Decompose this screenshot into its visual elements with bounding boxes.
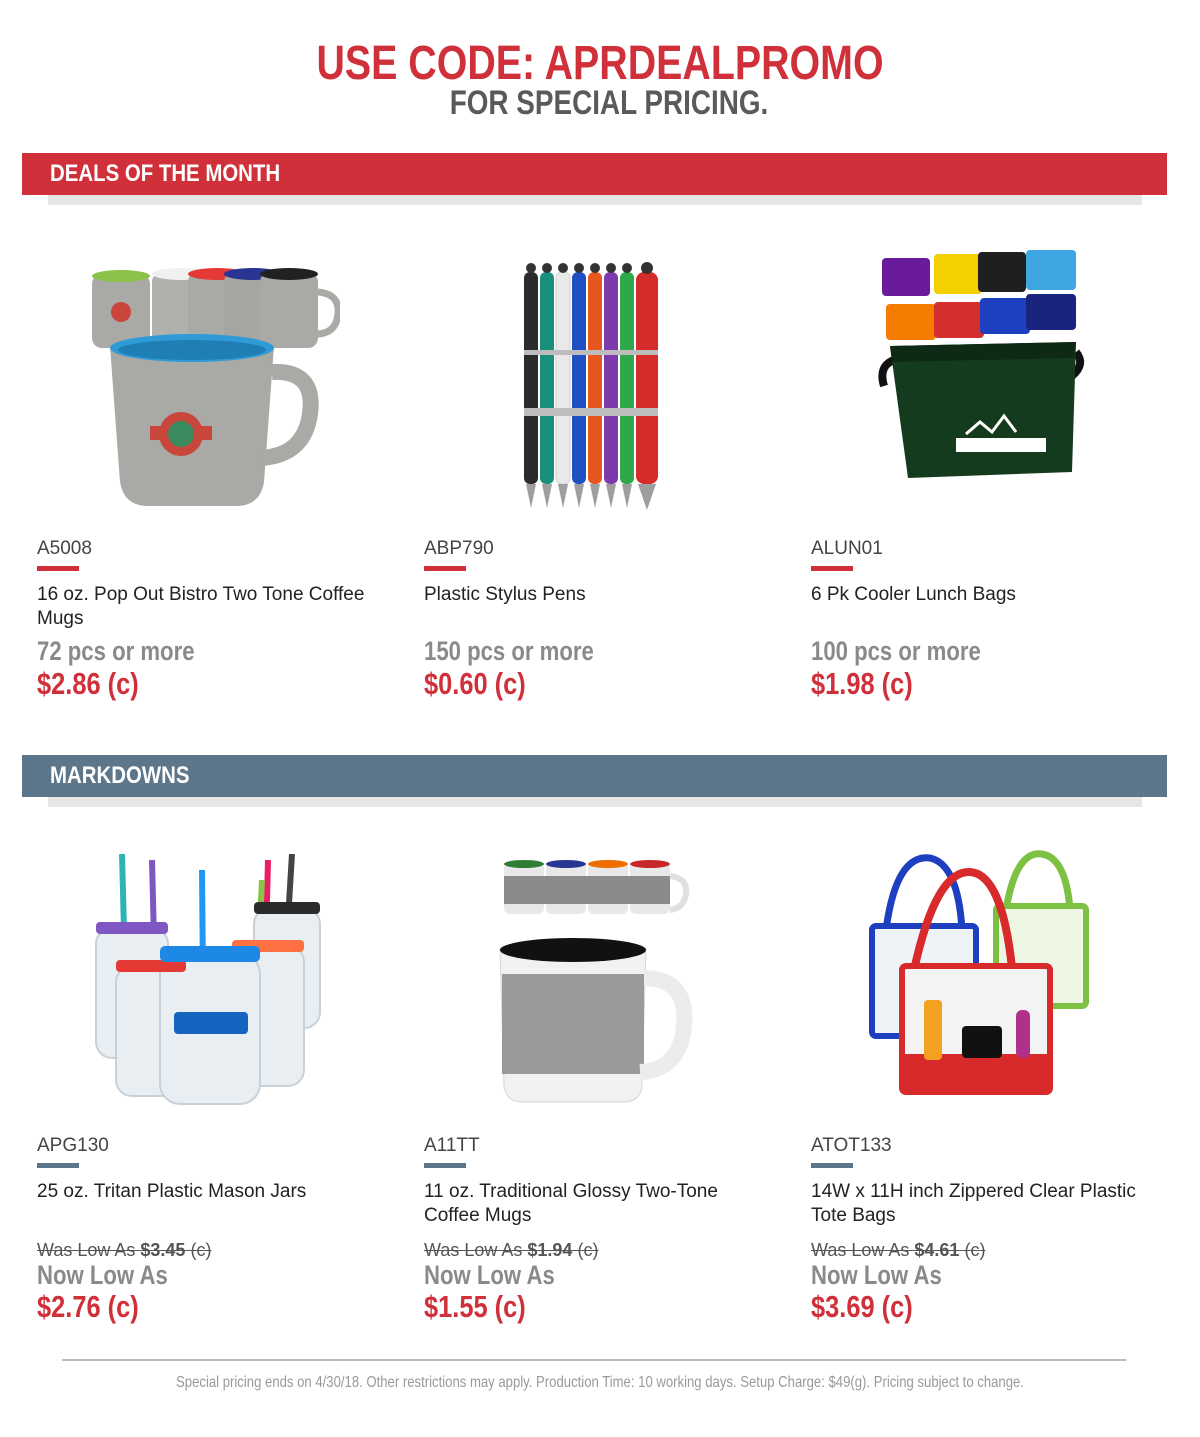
deal-product-name: Plastic Stylus Pens: [424, 584, 586, 605]
markdown-sku: APG130: [37, 1135, 109, 1156]
markdown-price: $2.76 (c): [37, 1289, 139, 1324]
markdown-price: $3.69 (c): [811, 1289, 913, 1324]
now-low-as-label: Now Low As: [424, 1260, 555, 1290]
now-low-as-label: Now Low As: [37, 1260, 168, 1290]
markdown-product-name: 14W x 11H inch Zippered Clear Plastic Tote Bags: [811, 1181, 1136, 1226]
deal-sku: ABP790: [424, 538, 494, 559]
sku-underline: [37, 566, 79, 571]
deals-section-title: DEALS OF THE MONTH: [50, 160, 281, 187]
deal-quantity: 100 pcs or more: [811, 636, 981, 666]
deals-section-header: [22, 153, 1167, 195]
markdown-price: $1.55 (c): [424, 1289, 526, 1324]
markdowns-band-shadow: [48, 797, 1142, 807]
cooler-bags-image: [876, 246, 1086, 496]
footer-disclaimer: Special pricing ends on 4/30/18. Other restrictions may apply. Production Time: 10 working days. Setup Charge: $49(g). Pricing subject to change.: [176, 1374, 1024, 1391]
deals-band-shadow: [48, 195, 1142, 205]
deal-price: $1.98 (c): [811, 666, 913, 701]
sku-underline: [37, 1163, 79, 1168]
promo-subheadline: FOR SPECIAL PRICING.: [449, 84, 769, 122]
footer-divider: [62, 1359, 1126, 1361]
was-price-line: [424, 1240, 598, 1261]
deal-price: $2.86 (c): [37, 666, 139, 701]
promo-code-headline: USE CODE: APRDEALPROMO: [316, 37, 884, 90]
markdown-sku: A11TT: [424, 1135, 480, 1156]
deal-product-name: 6 Pk Cooler Lunch Bags: [811, 584, 1016, 605]
two-tone-mug-image: [496, 856, 696, 1111]
now-low-as-label: Now Low As: [811, 1260, 942, 1290]
was-label: Was Low As: [424, 1240, 523, 1260]
mason-jars-image: [82, 850, 332, 1110]
markdowns-section-header: [22, 755, 1167, 797]
was-label: Was Low As: [811, 1240, 910, 1260]
was-suffix: (c): [964, 1240, 986, 1260]
deal-sku: A5008: [37, 538, 92, 559]
bistro-mug-image: [80, 262, 340, 512]
sku-underline: [811, 566, 853, 571]
markdown-sku: ATOT133: [811, 1135, 892, 1156]
markdown-product-name: 11 oz. Traditional Glossy Two-Tone Coffee Mugs: [424, 1181, 718, 1226]
deal-sku: ALUN01: [811, 538, 883, 559]
deal-product-name: 16 oz. Pop Out Bistro Two Tone Coffee Mugs: [37, 584, 365, 629]
tote-bags-image: [866, 850, 1096, 1100]
was-suffix: (c): [190, 1240, 212, 1260]
deal-quantity: 72 pcs or more: [37, 636, 195, 666]
markdowns-section-title: MARKDOWNS: [50, 762, 190, 789]
sku-underline: [811, 1163, 853, 1168]
was-label: Was Low As: [37, 1240, 136, 1260]
was-price-line: [811, 1240, 985, 1261]
stylus-pens-image: [510, 258, 670, 520]
sku-underline: [424, 566, 466, 571]
was-price: $4.61: [914, 1240, 960, 1260]
was-suffix: (c): [577, 1240, 599, 1260]
was-price: $3.45: [140, 1240, 186, 1260]
deal-quantity: 150 pcs or more: [424, 636, 594, 666]
markdown-product-name: 25 oz. Tritan Plastic Mason Jars: [37, 1181, 307, 1202]
was-price-line: [37, 1240, 211, 1261]
sku-underline: [424, 1163, 466, 1168]
deal-price: $0.60 (c): [424, 666, 526, 701]
was-price: $1.94: [527, 1240, 573, 1260]
